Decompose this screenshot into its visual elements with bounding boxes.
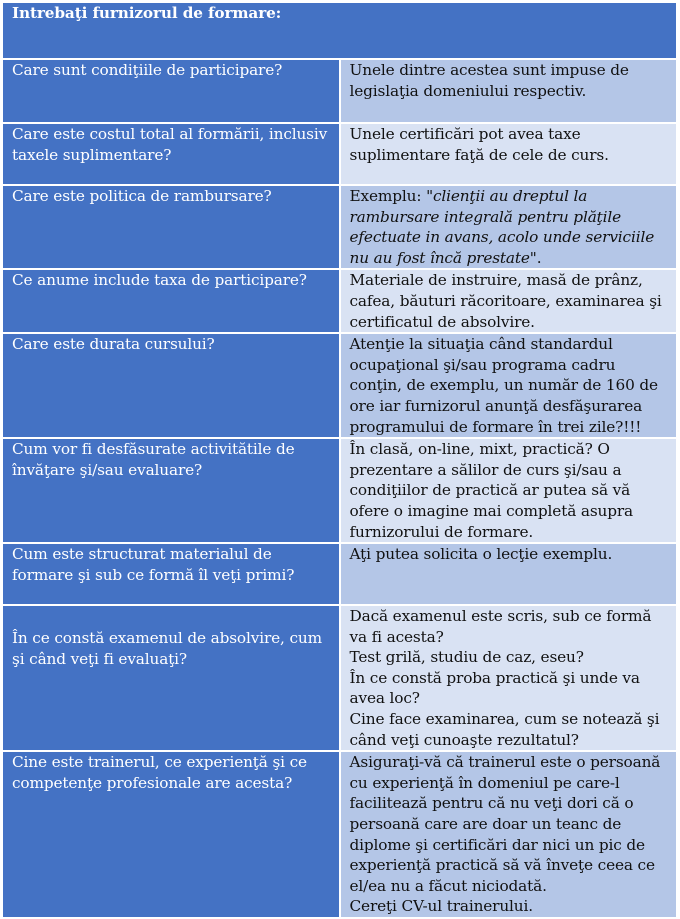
answer-suffix: .: [536, 248, 542, 267]
table-title: Intrebaţi furnizorul de formare:: [2, 2, 677, 59]
table-row: [2, 605, 677, 751]
question-cell: Ce anume include taxa de participare?: [2, 269, 340, 333]
table-row: [2, 185, 677, 269]
question-cell: Care sunt condiţiile de participare?: [2, 59, 340, 123]
answer-line: Asiguraţi-vă că trainerul este o persoană cu experienţă în domeniul pe care-l facilitează pentru că nu veţi dori că o persoană care are doar un teanc de diplome şi certificări dar nici un pic de experienţă practică să vă înveţe ceea ce el/ea nu a făcut niciodată.: [349, 753, 661, 895]
table-row: [2, 543, 677, 605]
training-provider-questions-table: [1, 1, 678, 919]
answer-cell: Materiale de instruire, masă de prânz, cafea, băuturi răcoritoare, examinarea şi certificatul de absolvire.: [340, 269, 678, 333]
answer-cell: [340, 605, 678, 751]
answer-line: Test grilă, studiu de caz, eseu?: [349, 648, 584, 667]
table-row: [2, 333, 677, 438]
question-cell: Cum vor fi desfăsurate activitătile de învăţare şi/sau evaluare?: [2, 438, 340, 543]
table-row: [2, 269, 677, 333]
question-cell: Care este durata cursului?: [2, 333, 340, 438]
answer-cell: [340, 185, 678, 269]
answer-line: În ce constă proba practică şi unde va avea loc?: [349, 668, 640, 708]
answer-cell: Atenţie la situaţia când standardul ocupaţional şi/sau programa cadru conţin, de exemplu, un număr de 160 de ore iar furnizorul anunţă desfăşurarea programului de formare în trei zile?!!!: [340, 333, 678, 438]
answer-line: Cereţi CV-ul trainerului.: [349, 897, 533, 916]
table-row: [2, 438, 677, 543]
answer-cell: Aţi putea solicita o lecţie exemplu.: [340, 543, 678, 605]
answer-cell: [340, 751, 678, 918]
table-row: [2, 123, 677, 185]
answer-line: Dacă examenul este scris, sub ce formă va fi acesta?: [349, 607, 652, 646]
question-cell: Cine este trainerul, ce experienţă şi ce competenţe profesionale are acesta?: [2, 751, 340, 918]
table-row: [2, 751, 677, 918]
answer-cell: În clasă, on-line, mixt, practică? O prezentare a sălilor de curs şi/sau a condiţiilor de practică ar putea să vă ofere o imagine mai completă asupra furnizorului de formare.: [340, 438, 678, 543]
answer-line: Cine face examinarea, cum se notează şi când veţi cunoaşte rezultatul?: [349, 710, 660, 749]
answer-cell: Unele certificări pot avea taxe suplimentare faţă de cele de curs.: [340, 123, 678, 185]
answer-quote: "clienţii au dreptul la rambursare integrală pentru plăţile efectuate in avans, acolo unde serviciile nu au fost încă prestate": [349, 187, 655, 267]
question-cell: În ce constă examenul de absolvire, cum şi când veţi fi evaluaţi?: [2, 605, 340, 751]
table-header-row: [2, 2, 677, 59]
answer-cell: Unele dintre acestea sunt impuse de legislaţia domeniului respectiv.: [340, 59, 678, 123]
question-cell: Cum este structurat materialul de formare şi sub ce formă îl veţi primi?: [2, 543, 340, 605]
table-row: [2, 59, 677, 123]
answer-prefix: Exemplu:: [349, 187, 427, 205]
question-cell: Care este politica de rambursare?: [2, 185, 340, 269]
question-cell: Care este costul total al formării, inclusiv taxele suplimentare?: [2, 123, 340, 185]
